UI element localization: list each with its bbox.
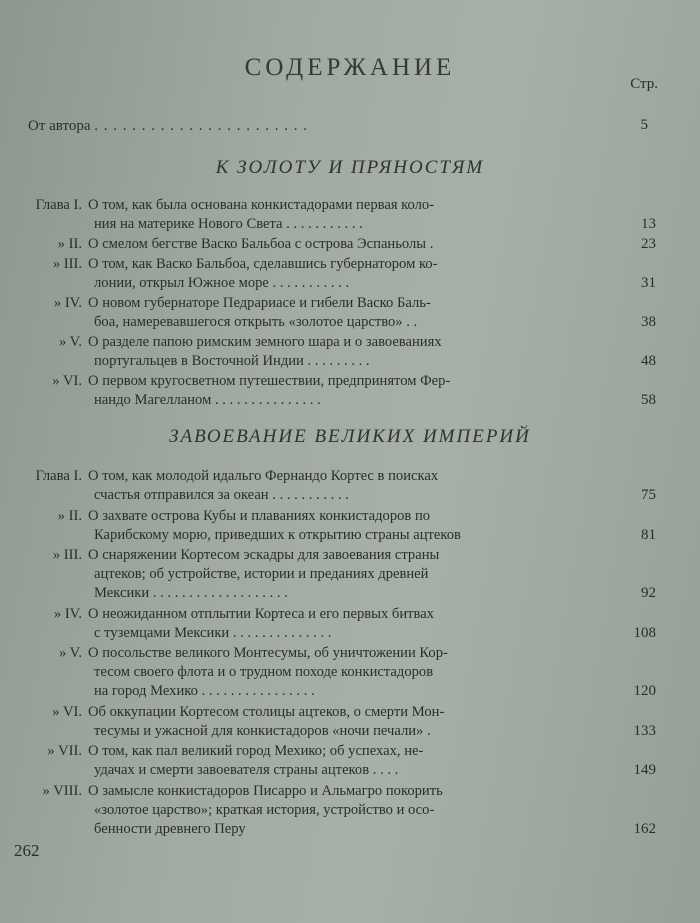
chapter-title — [88, 294, 618, 332]
chapter-title-line: О том, как пал великий город Мехико; об успехах, не- — [88, 743, 424, 759]
chapter-title-line: «золотое царство»; краткая история, устройство и осо- — [94, 801, 435, 818]
chapter-title-line: Мексики . . . . . . . . . . . . . . . . . . . — [94, 585, 288, 601]
chapter-title-line: удачах и смерти завоевателя страны ацтеков . . . . — [94, 762, 399, 778]
toc-entry-author — [28, 118, 308, 135]
chapter-title-line: О разделе папою римским земного шара и о завоеваниях — [88, 334, 442, 350]
chapter-page-number: 133 — [633, 722, 656, 739]
chapter-title — [88, 255, 618, 293]
chapter-page-number: 92 — [641, 585, 656, 601]
chapter-title — [88, 333, 618, 371]
part-title-1: К ЗОЛОТУ И ПРЯНОСТЯМ — [215, 157, 485, 178]
chapter-title-line: О новом губернаторе Педрариасе и гибели Васко Баль- — [88, 295, 431, 311]
chapter-title-line: ацтеков; об устройстве, истории и преданиях древней — [94, 566, 429, 582]
chapter-number: » VI. — [52, 373, 82, 389]
chapter-title — [88, 742, 618, 780]
page-title: СОДЕРЖАНИЕ — [244, 54, 456, 81]
chapter-title-line: лонии, открыл Южное море . . . . . . . . . . . — [94, 275, 350, 291]
chapter-title-line: нандо Магелланом . . . . . . . . . . . . . . . — [94, 392, 321, 408]
chapter-number: » IV. — [53, 605, 82, 622]
folio-page-number: 262 — [14, 841, 40, 860]
chapter-page-number: 13 — [641, 216, 656, 232]
chapter-number: » VII. — [47, 743, 82, 759]
chapter-title-line: О том, как молодой идальго Фернандо Кортес в поисках — [88, 468, 439, 484]
chapter-page-number: 48 — [641, 353, 656, 369]
chapter-page-number: 23 — [641, 236, 656, 252]
part-title-2: ЗАВОЕВАНИЕ ВЕЛИКИХ ИМПЕРИЙ — [169, 426, 531, 447]
chapter-number: Глава I. — [35, 468, 82, 484]
chapter-title-line: О том, как Васко Бальбоа, сделавшись губернатором ко- — [88, 256, 438, 272]
chapter-number: » IV. — [53, 295, 82, 311]
chapter-title-line: Карибскому морю, приведших к открытию страны ацтеков — [94, 526, 461, 543]
author-leader: . . . . . . . . . . . . . . . . . . . . . . . — [94, 118, 309, 134]
chapter-page-number: 81 — [641, 526, 656, 543]
chapter-title-line: тесом своего флота и о трудном походе конкистадоров — [94, 664, 434, 680]
chapter-title — [88, 546, 618, 603]
chapter-number: » III. — [52, 256, 82, 272]
chapter-page-number: 108 — [633, 624, 656, 641]
chapter-title-line: на город Мехико . . . . . . . . . . . . . . . . — [94, 683, 315, 699]
chapter-page-number: 38 — [641, 314, 656, 330]
chapter-title-line: О замысле конкистадоров Писарро и Альмагро покорить — [88, 782, 443, 799]
chapter-title-line: Об оккупации Кортесом столицы ацтеков, о смерти Мон- — [88, 703, 445, 720]
chapter-title — [88, 703, 618, 741]
author-page-number: 5 — [640, 117, 648, 133]
chapter-title-line: с туземцами Мексики . . . . . . . . . . . . . . — [94, 624, 332, 641]
chapter-title-line: О снаряжении Кортесом эскадры для завоевания страны — [88, 547, 440, 563]
chapter-number: » V. — [59, 645, 82, 661]
page-column-label: Стр. — [630, 76, 658, 92]
chapter-title-line: О захвате острова Кубы и плаваниях конкистадоров по — [88, 507, 431, 524]
author-label: От автора — [28, 118, 91, 134]
chapter-title — [88, 196, 618, 234]
chapter-page-number: 31 — [641, 275, 656, 291]
chapter-number: » II. — [57, 507, 82, 524]
chapter-number: » III. — [52, 547, 82, 563]
chapter-title — [88, 467, 618, 505]
chapter-title-line: португальцев в Восточной Индии . . . . . . . . . — [94, 353, 370, 369]
chapter-title — [88, 644, 618, 701]
chapter-number: Глава I. — [35, 197, 82, 213]
chapter-title-line: боа, намеревавшегося открыть «золотое царство» . . — [94, 314, 418, 330]
chapter-title — [88, 605, 618, 643]
chapter-number: » V. — [59, 334, 82, 350]
chapter-title-line: О неожиданном отплытии Кортеса и его первых битвах — [88, 605, 434, 622]
chapter-title — [88, 782, 618, 839]
chapter-title — [88, 235, 618, 254]
chapter-page-number: 162 — [633, 820, 656, 837]
chapter-title — [88, 507, 618, 545]
chapter-page-number: 75 — [641, 487, 656, 503]
chapter-number: » VI. — [52, 703, 82, 720]
chapter-title-line: бенности древнего Перу — [94, 820, 246, 837]
chapter-number: » II. — [57, 236, 82, 252]
chapter-title-line: О смелом бегстве Васко Бальбоа с острова Эспаньолы . — [88, 236, 434, 252]
chapter-page-number: 58 — [641, 392, 656, 408]
chapter-title-line: счастья отправился за океан . . . . . . . . . . . — [94, 487, 349, 503]
chapter-title-line: О первом кругосветном путешествии, предпринятом Фер- — [88, 373, 451, 389]
chapter-title-line: О том, как была основана конкистадорами первая коло- — [88, 197, 435, 213]
chapter-title — [88, 372, 618, 410]
chapter-page-number: 149 — [633, 762, 656, 778]
chapter-number: » VIII. — [42, 782, 82, 799]
chapter-title-line: тесумы и ужасной для конкистадоров «ночи печали» . — [94, 722, 431, 739]
chapter-title-line: ния на материке Нового Света . . . . . . . . . . . — [94, 216, 363, 232]
chapter-page-number: 120 — [633, 683, 656, 699]
chapter-title-line: О посольстве великого Монтесумы, об уничтожении Кор- — [88, 645, 448, 661]
